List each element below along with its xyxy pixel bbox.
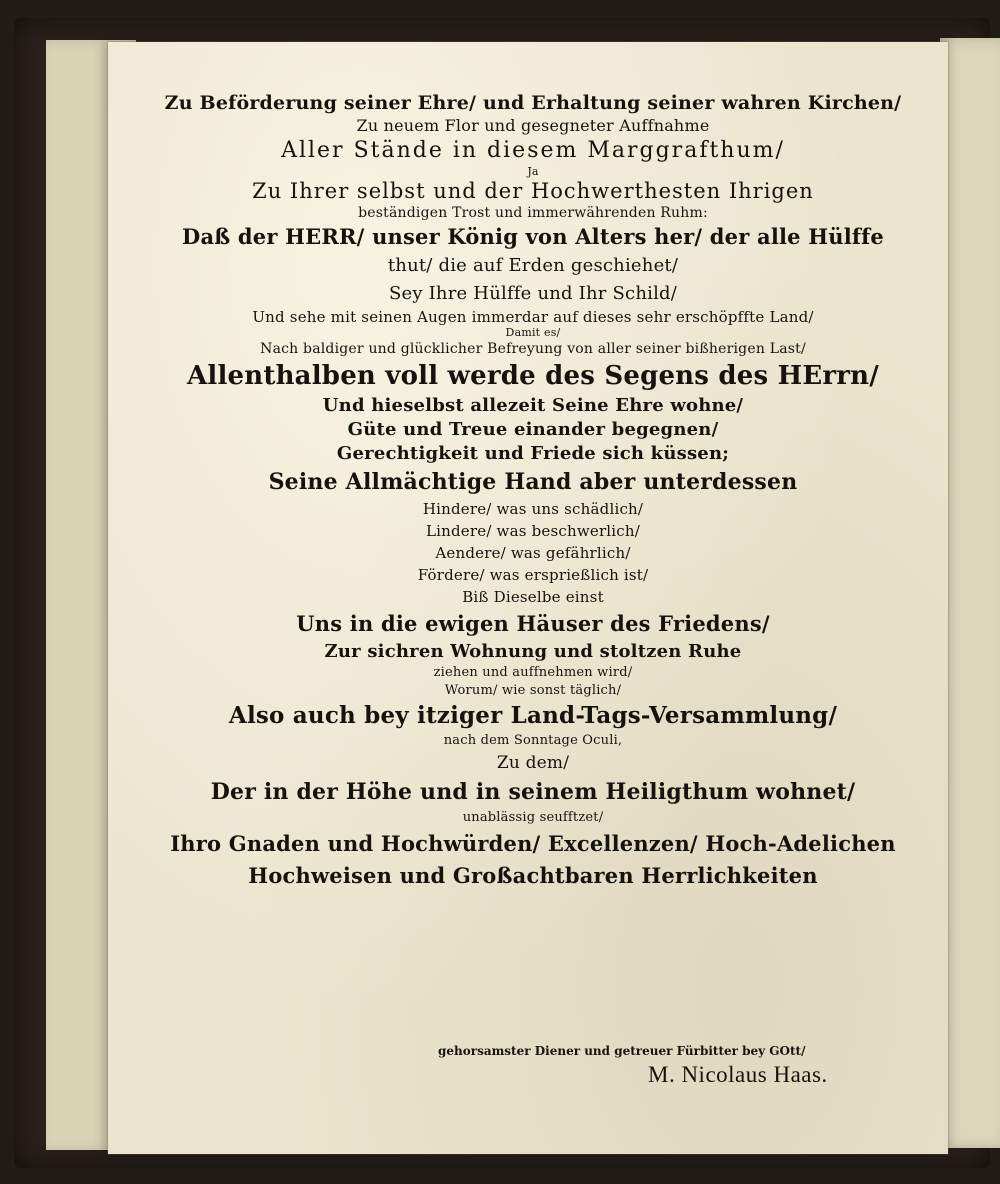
text-line-11: Damit es/	[505, 326, 561, 339]
text-line-16: Gerechtigkeit und Friede sich küssen;	[336, 443, 730, 464]
author-name: M. Nicolaus Haas.	[648, 1062, 828, 1087]
text-line-14: Und hieselbst allezeit Seine Ehre wohne/	[322, 395, 744, 416]
text-line-1: Zu Beförderung seiner Ehre/ und Erhaltung seiner wahren Kirchen/	[164, 92, 902, 114]
text-line-13: Allenthalben voll werde des Segens des HErrn/	[187, 361, 879, 391]
text-line-29: Zu dem/	[496, 753, 570, 773]
text-line-28: nach dem Sonntage Oculi,	[443, 733, 623, 748]
text-line-31: unablässig seufftzet/	[462, 810, 604, 825]
text-line-3: Aller Stände in diesem Marggrafthum/	[281, 138, 785, 163]
text-line-17: Seine Allmächtige Hand aber unterdessen	[268, 469, 798, 495]
text-line-10: Und sehe mit seinen Augen immerdar auf dieses sehr erschöpffte Land/	[252, 308, 814, 326]
text-line-25: ziehen und auffnehmen wird/	[433, 665, 633, 680]
text-line-15: Güte und Treue einander begegnen/	[347, 419, 719, 440]
text-line-21: Fördere/ was ersprießlich ist/	[417, 566, 649, 584]
text-line-9: Sey Ihre Hülffe und Ihr Schild/	[388, 283, 678, 304]
text-line-22: Biß Dieselbe einst	[462, 588, 604, 606]
text-line-20: Aendere/ was gefährlich/	[435, 544, 631, 562]
text-line-27: Also auch bey itziger Land-Tags-Versammlung/	[228, 702, 838, 729]
text-line-33: Hochweisen und Großachtbaren Herrlichkeiten	[248, 863, 818, 888]
text-line-4: Ja	[527, 165, 539, 178]
text-line-6: beständigen Trost und immerwährenden Ruhm:	[358, 205, 708, 221]
text-line-18: Hindere/ was uns schädlich/	[422, 500, 644, 518]
text-line-26: Worum/ wie sonst täglich/	[444, 683, 622, 698]
text-line-7: Daß der HERR/ unser König von Alters her/ der alle Hülffe	[182, 224, 884, 249]
text-line-12: Nach baldiger und glücklicher Befreyung von aller seiner bißherigen Last/	[260, 341, 806, 357]
text-line-19: Lindere/ was beschwerlich/	[425, 522, 641, 540]
text-line-30: Der in der Höhe und in seinem Heiligthum wohnet/	[210, 779, 856, 805]
signature-line: gehorsamster Diener und getreuer Fürbitter bey GOtt/	[438, 1044, 806, 1058]
text-line-32: Ihro Gnaden und Hochwürden/ Excellenzen/ Hoch-Adelichen	[170, 831, 896, 856]
document-page	[108, 42, 948, 1154]
text-line-2: Zu neuem Flor und gesegneter Auffnahme	[356, 116, 710, 135]
text-line-24: Zur sichren Wohnung und stoltzen Ruhe	[324, 641, 742, 662]
facing-page-edge	[940, 38, 1000, 1148]
text-line-5: Zu Ihrer selbst und der Hochwerthesten Ihrigen	[252, 179, 814, 203]
text-line-23: Uns in die ewigen Häuser des Friedens/	[296, 611, 770, 636]
text-line-8: thut/ die auf Erden geschiehet/	[387, 255, 679, 276]
dedication-text	[148, 90, 918, 892]
